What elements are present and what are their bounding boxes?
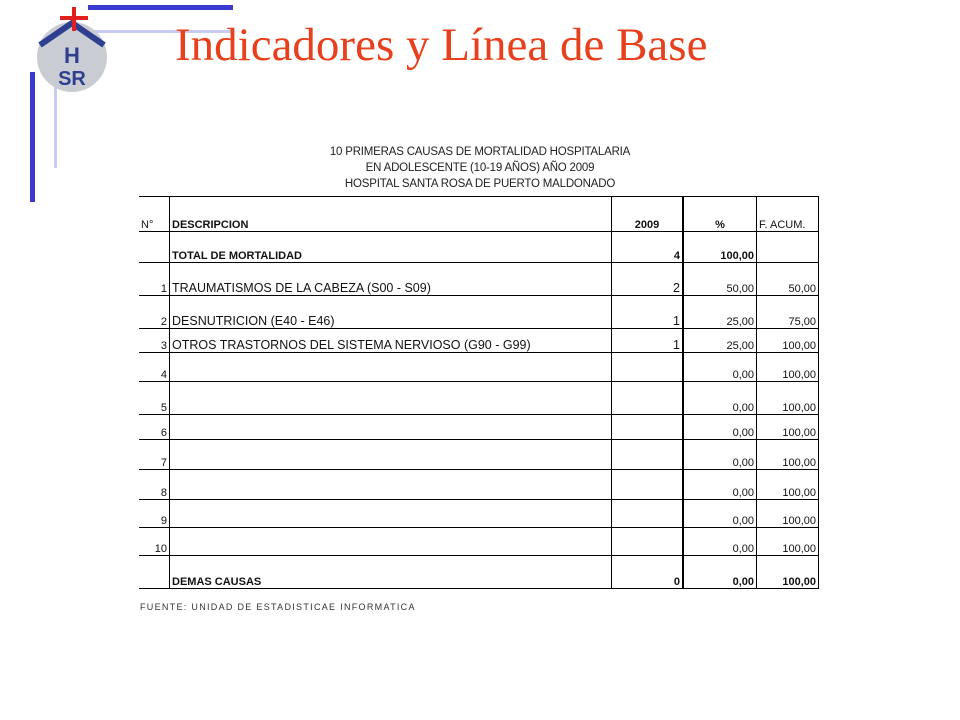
row-year-value: [612, 415, 684, 440]
row-year-value: [612, 500, 684, 528]
row-description: [170, 440, 612, 470]
table-row: [139, 528, 819, 556]
row-number: 7: [139, 440, 170, 470]
mortality-table: [139, 196, 819, 589]
table-row: [139, 382, 819, 415]
source-footnote: FUENTE: UNIDAD DE ESTADISTICAE INFORMATICA: [140, 602, 416, 612]
row-description: [170, 353, 612, 382]
row-description: [170, 415, 612, 440]
row-cumulative: 100,00: [757, 528, 819, 556]
table-row: [139, 296, 819, 329]
table-row: [139, 263, 819, 296]
row-cumulative: 100,00: [757, 470, 819, 500]
row-year-value: 4: [612, 232, 684, 263]
row-description: TRAUMATISMOS DE LA CABEZA (S00 - S09): [170, 263, 612, 296]
row-description: [170, 382, 612, 415]
row-year-value: 2: [612, 263, 684, 296]
table-row: [139, 329, 819, 353]
row-year-value: 1: [612, 329, 684, 353]
row-year-value: [612, 382, 684, 415]
row-number: 9: [139, 500, 170, 528]
table-row: [139, 440, 819, 470]
row-percent: 0,00: [683, 415, 757, 440]
row-description: DEMAS CAUSAS: [170, 556, 612, 589]
row-number: 6: [139, 415, 170, 440]
table-header-row: [139, 197, 819, 232]
row-percent: 25,00: [683, 329, 757, 353]
row-year-value: 0: [612, 556, 684, 589]
logo-letters-sr: SR: [58, 68, 86, 90]
row-percent: 0,00: [683, 353, 757, 382]
table-row: [139, 470, 819, 500]
table-row: [139, 415, 819, 440]
report-title-line-1: 10 PRIMERAS CAUSAS DE MORTALIDAD HOSPITALARIA: [329, 146, 631, 158]
row-percent: 0,00: [683, 528, 757, 556]
report-title-line-2: EN ADOLESCENTE (10-19 AÑOS) AÑO 2009: [365, 162, 595, 174]
col-header-year: 2009: [612, 197, 684, 232]
table-row-other-causes: [139, 556, 819, 589]
slide-title: Indicadores y Línea de Base: [175, 19, 708, 71]
row-cumulative: 100,00: [757, 500, 819, 528]
row-number: 1: [139, 263, 170, 296]
row-cumulative: [757, 232, 819, 263]
col-header-percent: %: [683, 197, 757, 232]
row-year-value: [612, 440, 684, 470]
report-title-line-3: HOSPITAL SANTA ROSA DE PUERTO MALDONADO: [344, 178, 616, 190]
table-row: [139, 353, 819, 382]
row-number: [139, 556, 170, 589]
row-description: [170, 500, 612, 528]
row-number: 4: [139, 353, 170, 382]
table-row: [139, 500, 819, 528]
row-cumulative: 100,00: [757, 329, 819, 353]
row-cumulative: 100,00: [757, 382, 819, 415]
row-cumulative: 100,00: [757, 353, 819, 382]
row-number: 10: [139, 528, 170, 556]
row-percent: 0,00: [683, 500, 757, 528]
row-cumulative: 75,00: [757, 296, 819, 329]
col-header-description: DESCRIPCION: [170, 197, 612, 232]
row-year-value: [612, 470, 684, 500]
row-description: OTROS TRASTORNOS DEL SISTEMA NERVIOSO (G90 - G99): [170, 329, 612, 353]
row-percent: 100,00: [683, 232, 757, 263]
hospital-logo: [30, 5, 110, 95]
col-header-cumulative: F. ACUM.: [757, 197, 819, 232]
table-row-total: [139, 232, 819, 263]
row-percent: 50,00: [683, 263, 757, 296]
row-percent: 0,00: [683, 470, 757, 500]
row-cumulative: 100,00: [757, 440, 819, 470]
col-header-number: N°: [139, 197, 170, 232]
row-number: 5: [139, 382, 170, 415]
row-description: [170, 528, 612, 556]
row-number: 8: [139, 470, 170, 500]
row-description: TOTAL DE MORTALIDAD: [170, 232, 612, 263]
row-percent: 25,00: [683, 296, 757, 329]
row-cumulative: 100,00: [757, 556, 819, 589]
row-year-value: 1: [612, 296, 684, 329]
row-number: [139, 232, 170, 263]
row-description: [170, 470, 612, 500]
row-percent: 0,00: [683, 440, 757, 470]
row-percent: 0,00: [683, 382, 757, 415]
logo-letter-h: H: [64, 43, 80, 68]
row-cumulative: 100,00: [757, 415, 819, 440]
row-percent: 0,00: [683, 556, 757, 589]
row-year-value: [612, 528, 684, 556]
row-description: DESNUTRICION (E40 - E46): [170, 296, 612, 329]
row-year-value: [612, 353, 684, 382]
row-cumulative: 50,00: [757, 263, 819, 296]
row-number: 2: [139, 296, 170, 329]
row-number: 3: [139, 329, 170, 353]
